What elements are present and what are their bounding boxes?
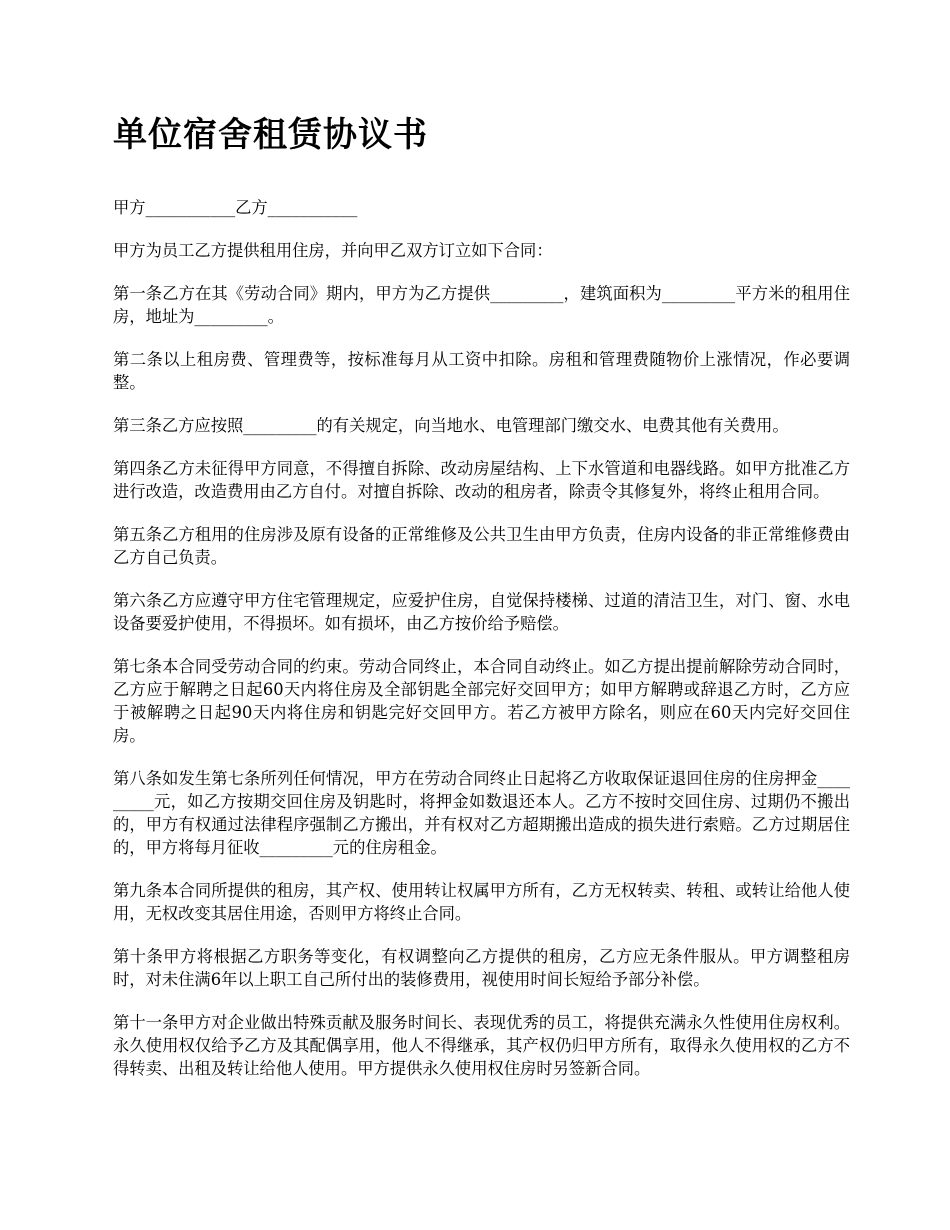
article-6: 第六条乙方应遵守甲方住宅管理规定，应爱护住房，自觉保持楼梯、过道的清洁卫生，对门、窗、水电设备要爱护使用，不得损坏。如有损坏，由乙方按价给予赔偿。 bbox=[113, 591, 850, 633]
article-8: 第八条如发生第七条所列任何情况，甲方在劳动合同终止日起将乙方收取保证退回住房的住房押金_________元，如乙方按期交回住房及钥匙时，将押金如数退还本人。乙方不按时交回住房、过期仍不搬出的，甲方有权通过法律程序强制乙方搬出，并有权对乙方超期搬出造成的损失进行索赔。乙方过期居住的，甲方将每月征收_________元的住房租金。 bbox=[113, 769, 850, 857]
document-page bbox=[113, 100, 850, 1100]
article-7: 第七条本合同受劳动合同的约束。劳动合同终止，本合同自动终止。如乙方提出提前解除劳动合同时，乙方应于解聘之日起60天内将住房及全部钥匙全部完好交回甲方；如甲方解聘或辞退乙方时，乙方应于被解聘之日起90天内将住房和钥匙完好交回甲方。若乙方被甲方除名，则应在60天内完好交回住房。 bbox=[113, 657, 850, 745]
article-2: 第二条以上租房费、管理费等，按标准每月从工资中扣除。房租和管理费随物价上涨情况，作必要调整。 bbox=[113, 350, 850, 392]
intro-paragraph: 甲方为员工乙方提供租用住房，并向甲乙双方订立如下合同： bbox=[113, 241, 553, 260]
article-1: 第一条乙方在其《劳动合同》期内，甲方为乙方提供_________，建筑面积为_________平方米的租用住房，地址为_________。 bbox=[113, 284, 850, 326]
article-5: 第五条乙方租用的住房涉及原有设备的正常维修及公共卫生由甲方负责，住房内设备的非正常维修费由乙方自己负责。 bbox=[113, 525, 850, 567]
party-line: 甲方___________乙方___________ bbox=[113, 198, 358, 217]
article-9: 第九条本合同所提供的租房，其产权、使用转让权属甲方所有，乙方无权转卖、转租、或转让给他人使用，无权改变其居住用途，否则甲方将终止合同。 bbox=[113, 881, 850, 923]
document-title: 单位宿舍租赁协议书 bbox=[113, 115, 428, 155]
article-3: 第三条乙方应按照_________的有关规定，向当地水、电管理部门缴交水、电费其他有关费用。 bbox=[113, 416, 789, 435]
article-11: 第十一条甲方对企业做出特殊贡献及服务时间长、表现优秀的员工，将提供充满永久性使用住房权利。永久使用权仅给予乙方及其配偶享用，他人不得继承，其产权仍归甲方所有，取得永久使用权的乙方不得转卖、出租及转让给他人使用。甲方提供永久使用权住房时另签新合同。 bbox=[113, 1013, 850, 1078]
article-10: 第十条甲方将根据乙方职务等变化，有权调整向乙方提供的租房，乙方应无条件服从。甲方调整租房时，对未住满6年以上职工自己所付出的装修费用，视使用时间长短给予部分补偿。 bbox=[113, 947, 850, 989]
article-4: 第四条乙方未征得甲方同意，不得擅自拆除、改动房屋结构、上下水管道和电器线路。如甲方批准乙方进行改造，改造费用由乙方自付。对擅自拆除、改动的租房者，除责令其修复外，将终止租用合同。 bbox=[113, 459, 850, 501]
